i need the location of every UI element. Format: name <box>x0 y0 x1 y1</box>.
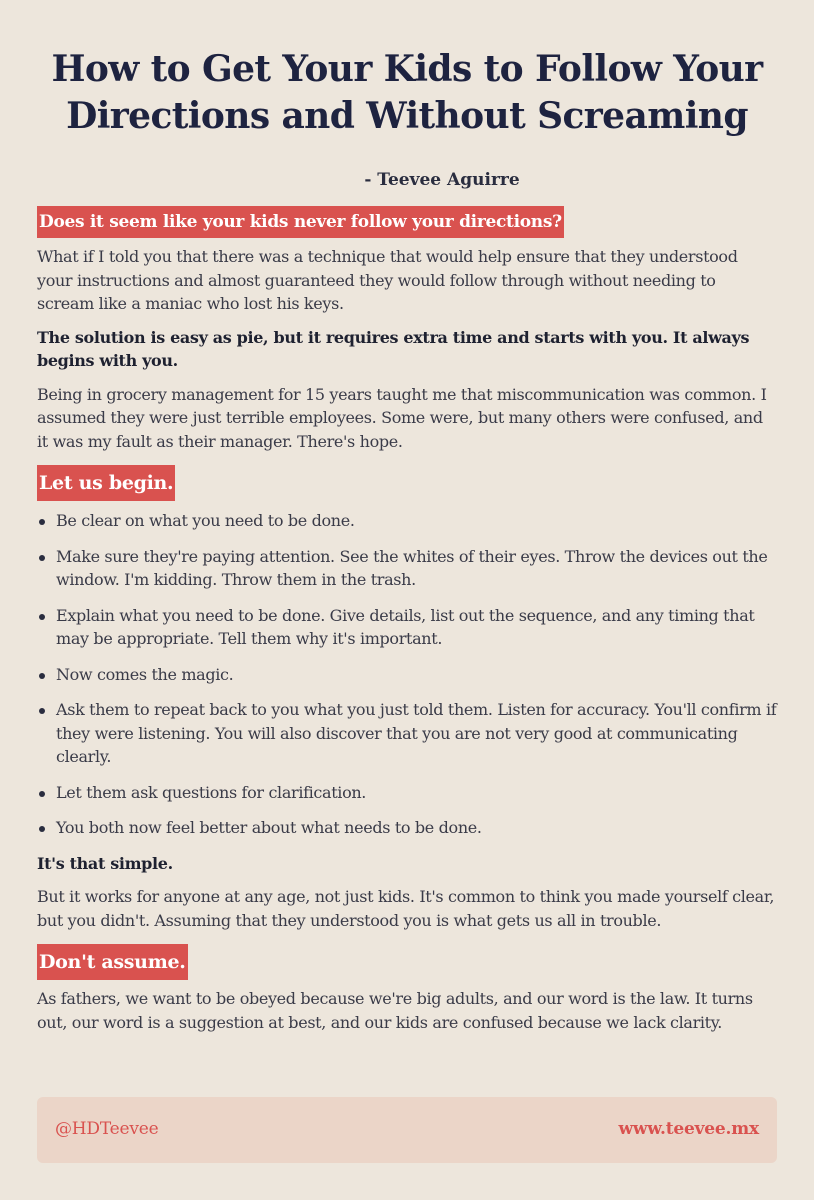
begin-heading: Let us begin. <box>37 465 175 501</box>
bullet-icon <box>39 555 45 561</box>
works-paragraph: But it works for anyone at any age, not just kids. It's common to think you made yourself clear, but you didn't. Assuming that they understood you is what gets us all in trouble. <box>37 887 775 930</box>
bullet-icon <box>39 673 45 679</box>
list-item: Make sure they're paying attention. See the whites of their eyes. Throw the devices out the window. I'm kidding. Throw them in the trash. <box>56 545 777 592</box>
footer-bar <box>37 1097 777 1163</box>
assume-section <box>37 944 777 980</box>
bullet-icon <box>39 614 45 620</box>
assume-heading: Don't assume. <box>37 944 188 980</box>
bullet-icon <box>39 519 45 525</box>
page-title: How to Get Your Kids to Follow Your Directions and Without Screaming <box>51 48 763 137</box>
list-item: Explain what you need to be done. Give details, list out the sequence, and any timing that may be appropriate. Tell them why it's important. <box>56 604 777 651</box>
website-link[interactable]: www.teevee.mx <box>618 1119 759 1139</box>
article <box>37 0 777 1034</box>
intro-paragraph: What if I told you that there was a technique that would help ensure that they understood your instructions and almost guaranteed they would follow through without needing to scream like a maniac who lost his keys. <box>37 247 738 313</box>
list-item: Ask them to repeat back to you what you just told them. Listen for accuracy. You'll confirm if they were listening. You will also discover that you are not very good at communicating clearly. <box>56 698 777 769</box>
begin-section <box>37 465 777 501</box>
simple-paragraph: It's that simple. <box>37 853 173 873</box>
fathers-paragraph: As fathers, we want to be obeyed because we're big adults, and our word is the law. It turns out, our word is a suggestion at best, and our kids are confused because we lack clarity. <box>37 989 753 1032</box>
social-handle[interactable]: @HDTeevee <box>55 1119 159 1139</box>
intro-section <box>37 206 777 238</box>
list-item: Be clear on what you need to be done. <box>56 509 777 533</box>
management-paragraph: Being in grocery management for 15 years taught me that miscommunication was common. I assumed they were just terrible employees. Some were, but many others were confused, and it was my fault as their manager. There's hope. <box>37 384 767 451</box>
bullet-icon <box>39 791 45 797</box>
steps-list <box>37 509 777 840</box>
list-item: Now comes the magic. <box>56 663 777 687</box>
intro-heading: Does it seem like your kids never follow your directions? <box>37 206 564 238</box>
bullet-icon <box>39 708 45 714</box>
author-byline: - Teevee Aguirre <box>364 170 520 190</box>
bullet-icon <box>39 826 45 832</box>
solution-paragraph: The solution is easy as pie, but it requires extra time and starts with you. It always begins with you. <box>37 327 750 370</box>
list-item: You both now feel better about what needs to be done. <box>56 816 777 840</box>
list-item: Let them ask questions for clarification. <box>56 781 777 805</box>
